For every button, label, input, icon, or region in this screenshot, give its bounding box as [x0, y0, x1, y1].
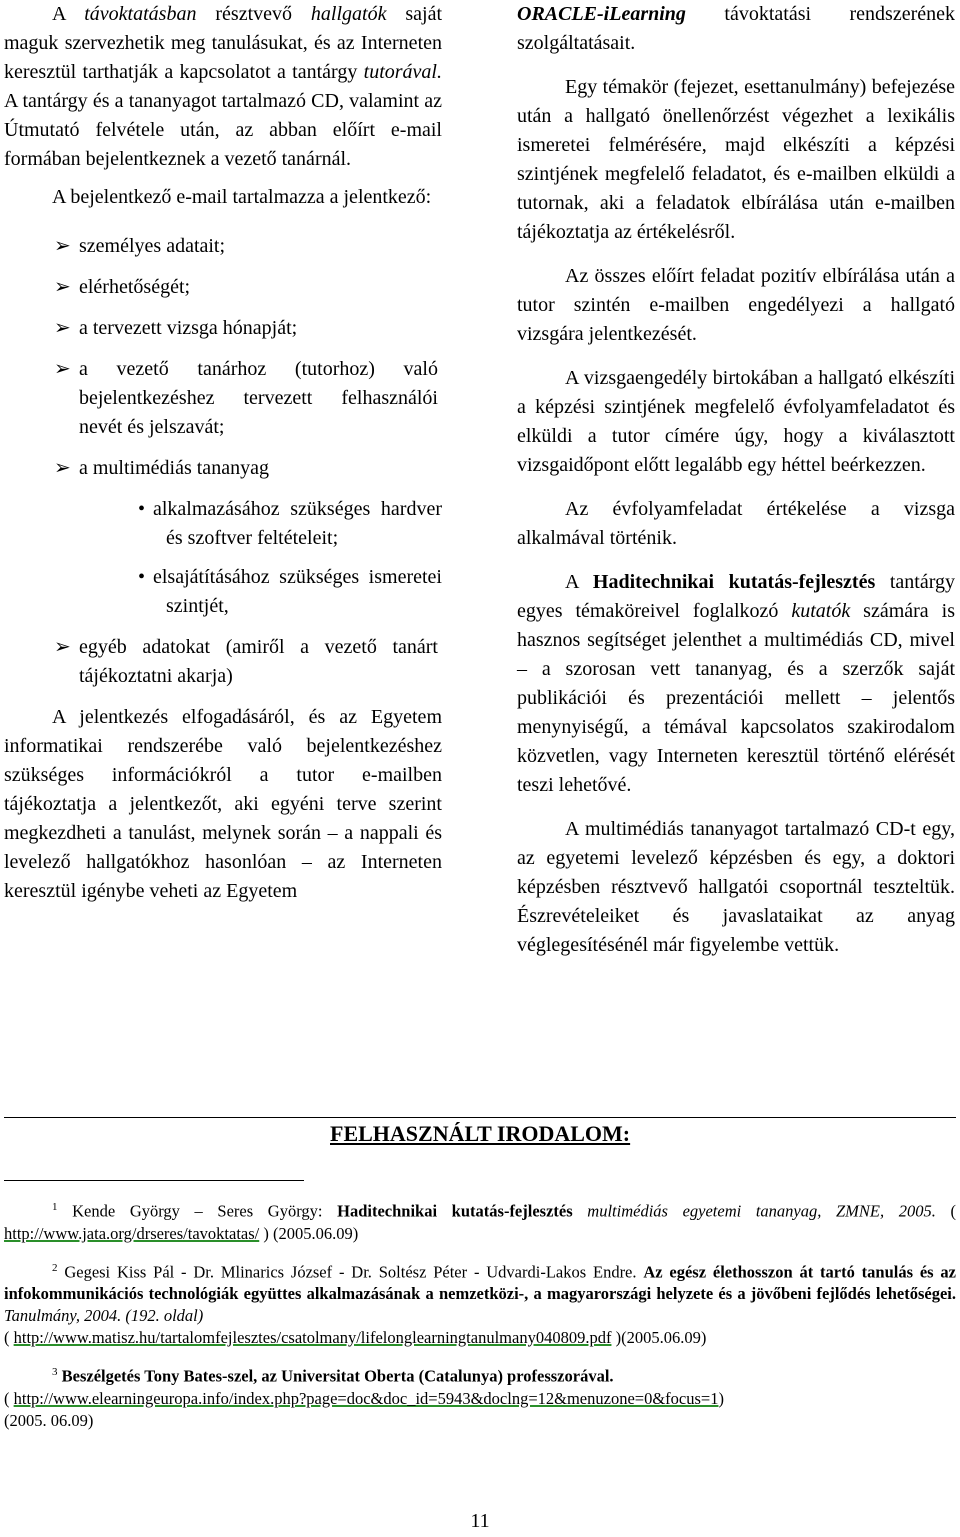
sub-list-item: • elsajátításához szükséges ismeretei szintjét,: [4, 563, 442, 621]
dot-bullet-icon: •: [138, 566, 146, 588]
footnote-3-link[interactable]: http://www.elearningeuropa.info/index.php?page=doc&doc_id=5943&doclng=12&menuzone=0&focus=1: [13, 1388, 719, 1408]
footnote-2: $^2$ Gegesi Kiss Pál - Dr. Mlinarics József - Dr. Soltész Péter - Udvardi-Lakos Endre. Az egész élethosszon át tartó tanulás és az infokommunikációs technológiák együttes alkalmazásának a nemzetközi-, a magyarországi helyzete és a jövőbeni fejlődés lehetőségei. Tanulmány, 2004. (192. oldal) ( http://www.matisz.hu/tartalomfejlesztes/csatolmany/lifelonglearningtanulmany040809.pdf )(2005.06.09): [4, 1261, 956, 1347]
footnote-1: $^1$ Kende György – Seres György: Haditechnikai kutatás-fejlesztés multimédiás egyetemi tananyag, ZMNE, 2005. ( http://www.jata.org/drseres/tavoktatas/ ) (2005.06.09): [4, 1201, 956, 1243]
list-item: ➢ a tervezett vizsga hónapját;: [4, 314, 442, 343]
section-divider: [4, 1117, 956, 1118]
paragraph-acceptance: A jelentkezés elfogadásáról, és az Egyetem informatikai rendszerébe való bejelentkezéshez szükséges információkról a tutor e-mailben tájékoztatja a jelentkezőt, aki egyéni terve szerint megkezdheti a tanulást, melynek során – a nappali és levelező hallgatókhoz hasonlóan – az Interneten keresztül igénybe veheti az Egyetem: [4, 706, 442, 902]
footnote-2-link[interactable]: http://www.matisz.hu/tartalomfejlesztes/csatolmany/lifelonglearningtanulmany040809.pdf: [13, 1328, 612, 1347]
footnote-1-link[interactable]: http://www.jata.org/drseres/tavoktatas/: [4, 1223, 260, 1243]
list-item: ➢ egyéb adatokat (amiről a vezető tanárt tájékoztatni akarja): [4, 633, 442, 691]
arrow-bullet-icon: ➢: [54, 457, 71, 479]
paragraph-testing: A multimédiás tananyagot tartalmazó CD-t egy, az egyetemi levelező képzésben és egy, a doktori képzésben résztvevő hallgatói csoportnál teszteltük. Észrevételeiket és javaslataikat az anyag véglegesítésénél már figyelembe vettük.: [517, 818, 955, 956]
footnote-separator: [4, 1180, 304, 1181]
paragraph-topic-completion: Egy témakör (fejezet, esettanulmány) befejezése után a hallgató önellenőrzést végezhet a lexikális ismeretei felmérésére, majd elkészíti a képzési szintjének megfelelő feladatot, és e-mailben elküldi a tutornak, aki a feladatok elbírálása után e-mailben tájékoztatja az értékelésről.: [517, 76, 955, 243]
paragraph-intro: A távoktatásban résztvevő hallgatók saját maguk szervezhetik meg tanulásukat, és az Interneten keresztül tarthatják a kapcsolatot a tantárgy tutorával. A tantárgy és a tananyagot tartalmazó CD, valamint az Útmutató felvétele után, az abban előírt e-mail formában bejelentkeznek a vezető tanárnál.: [4, 3, 443, 170]
sub-list-item: • alkalmazásához szükséges hardver és szoftver feltételeit;: [4, 495, 442, 553]
footnote-3: $^3$ Beszélgetés Tony Bates-szel, az Universitat Oberta (Catalunya) professzorával. ( http://www.elearningeuropa.info/index.php?page=doc&doc_id=5943&doclng=12&menuzone=0&focus=1) (2005. 06.09): [4, 1366, 724, 1430]
paragraph-evaluation: Az évfolyamfeladat értékelése a vizsga alkalmával történik.: [517, 498, 955, 549]
dot-bullet-icon: •: [138, 498, 146, 520]
list-item: ➢ a multimédiás tananyag: [4, 454, 442, 483]
footnotes: [4, 1196, 956, 1444]
paragraph-exam-permission: Az összes előírt feladat pozitív elbírálása után a tutor szintén e-mailben engedélyezi a hallgató vizsgára jelentkezését.: [517, 265, 955, 345]
references-heading: FELHASZNÁLT IRODALOM:: [330, 1121, 631, 1146]
list-item: ➢ elérhetőségét;: [4, 273, 442, 302]
arrow-bullet-icon: ➢: [54, 235, 71, 257]
right-column: [517, 0, 955, 972]
paragraph-oracle: ORACLE-iLearning távoktatási rendszerének szolgáltatásait.: [517, 3, 955, 54]
arrow-bullet-icon: ➢: [54, 636, 71, 658]
left-column: [4, 0, 442, 918]
arrow-bullet-icon: ➢: [54, 276, 71, 298]
list-item: ➢ személyes adatait;: [4, 232, 442, 261]
paragraph-registration: A bejelentkező e-mail tartalmazza a jelentkező:: [52, 186, 432, 208]
paragraph-research: A Haditechnikai kutatás-fejlesztés tantárgy egyes témaköreivel foglalkozó kutatók számára is hasznos segítséget jelenthet a multimédiás CD, mivel – a szorosan vett tananyag, és a szerzők saját publikációi és prezentációi mellett – jelentős menynyiségű, a témával kapcsolatos szakirodalom közvetlen, vagy Interneten keresztül történő elérését teszi lehetővé.: [517, 571, 955, 796]
paragraph-annual-task: A vizsgaengedély birtokában a hallgató elkészíti a képzési szintjének megfelelő évfolyamfeladatot és elküldi a tutor címére úgy, hogy a kiválasztott vizsgaidőpont előtt legalább egy héttel beérkezzen.: [517, 367, 955, 476]
arrow-bullet-icon: ➢: [54, 317, 71, 339]
list-item: ➢ a vezető tanárhoz (tutorhoz) való bejelentkezéshez tervezett felhasználói nevét és jelszavát;: [4, 355, 442, 442]
page-number: 11: [470, 1510, 490, 1532]
arrow-bullet-icon: ➢: [54, 358, 71, 380]
